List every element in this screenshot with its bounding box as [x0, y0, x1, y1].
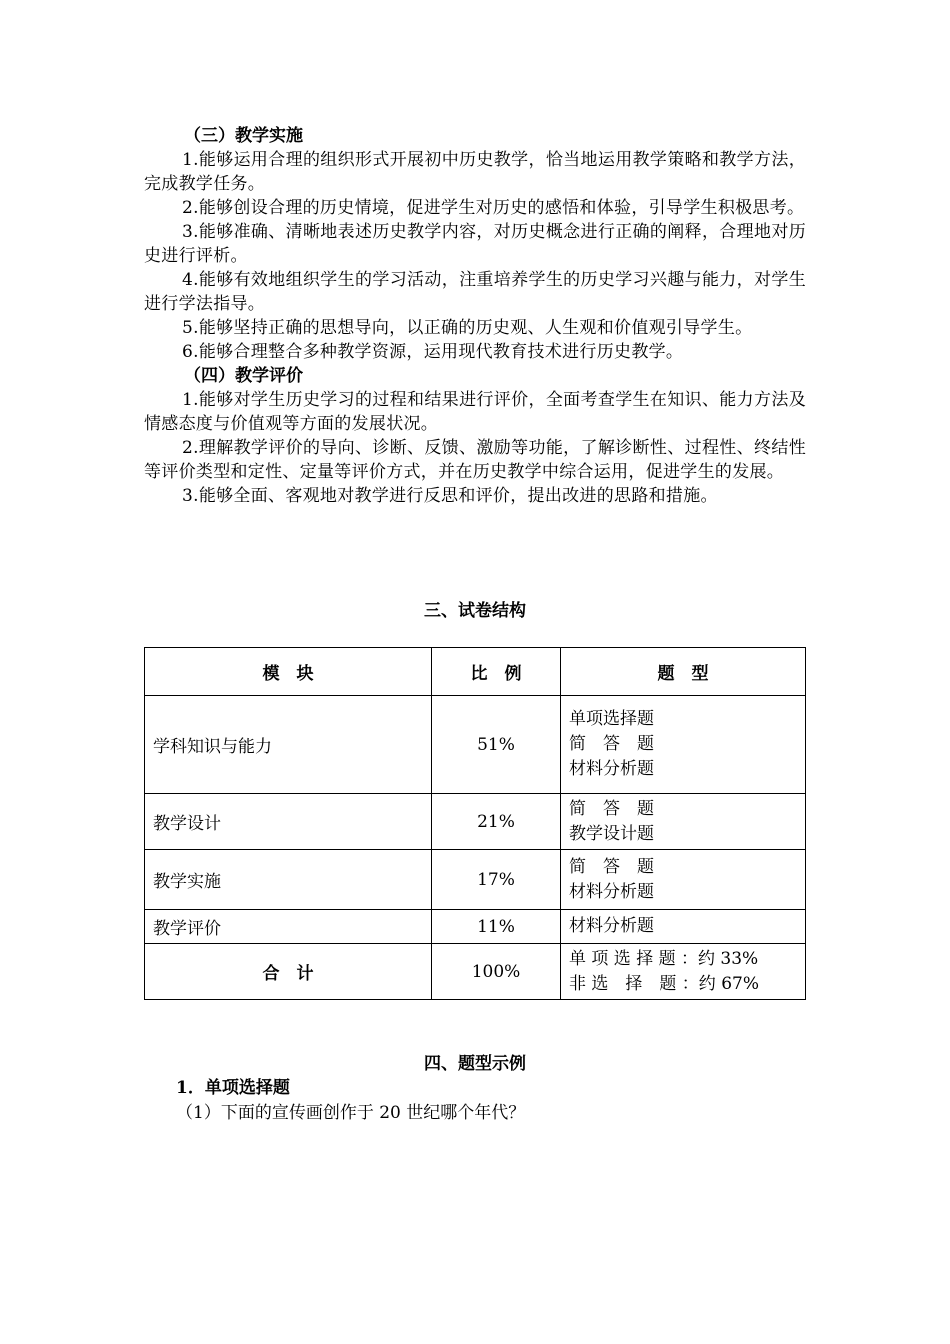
paragraph: 2.能够创设合理的历史情境，促进学生对历史的感悟和体验，引导学生积极思考。	[182, 198, 805, 218]
type-item: 材料分析题	[569, 881, 654, 902]
table-header: 比 例	[432, 648, 561, 696]
paragraph: 1.能够运用合理的组织形式开展初中历史教学，恰当地运用教学策略和教学方法，完成教学任务。	[144, 150, 806, 194]
table-row	[145, 910, 806, 944]
paragraph: 2.理解教学评价的导向、诊断、反馈、激励等功能，了解诊断性、过程性、终结性等评价类型和定性、定量等评价方式，并在历史教学中综合运用，促进学生的发展。	[144, 438, 806, 482]
types-cell	[561, 696, 806, 794]
type-item: 单 项 选 择 题 ：约 33%	[569, 948, 759, 969]
sub-heading-single-choice: 1．单项选择题	[176, 1078, 290, 1098]
paragraph: 5.能够坚持正确的思想导向，以正确的历史观、人生观和价值观引导学生。	[182, 318, 753, 338]
ratio-cell: 11%	[432, 910, 561, 944]
table-header: 模 块	[145, 648, 432, 696]
type-item: 简 答 题	[569, 856, 654, 877]
type-item: 材料分析题	[569, 759, 654, 779]
module-cell: 学科知识与能力	[145, 696, 432, 794]
ratio-cell: 51%	[432, 696, 561, 794]
type-item: 非 选 择 题 ：约 67%	[569, 973, 759, 994]
paragraph: 3.能够全面、客观地对教学进行反思和评价，提出改进的思路和措施。	[182, 486, 718, 506]
paragraph: 4.能够有效地组织学生的学习活动，注重培养学生的历史学习兴趣与能力，对学生进行学法指导。	[144, 270, 806, 314]
exam-structure-title: 三、试卷结构	[424, 601, 526, 621]
exam-structure-table	[144, 647, 806, 1000]
total-ratio-cell: 100%	[432, 944, 561, 1000]
paragraph: 6.能够合理整合多种教学资源，运用现代教育技术进行历史教学。	[182, 342, 684, 362]
module-cell: 教学设计	[145, 794, 432, 850]
types-cell	[561, 850, 806, 910]
module-cell: 教学实施	[145, 850, 432, 910]
type-item: 简 答 题	[569, 798, 654, 819]
type-item: 教学设计题	[569, 823, 654, 844]
table-row	[145, 794, 806, 850]
type-item: 材料分析题	[569, 916, 654, 936]
module-cell: 教学评价	[145, 910, 432, 944]
ratio-cell: 21%	[432, 794, 561, 850]
table-header: 题 型	[561, 648, 806, 696]
table-row	[145, 696, 806, 794]
type-item: 简 答 题	[569, 734, 654, 754]
table-header-row	[145, 648, 806, 696]
types-cell	[561, 944, 806, 1000]
types-cell	[561, 910, 806, 944]
example-question: （1）下面的宣传画创作于 20 世纪哪个年代？	[176, 1103, 526, 1123]
ratio-cell: 17%	[432, 850, 561, 910]
content-body	[144, 124, 806, 508]
types-cell	[561, 794, 806, 850]
table-total-row	[145, 944, 806, 1000]
paragraph: 1.能够对学生历史学习的过程和结果进行评价，全面考查学生在知识、能力方法及情感态度与价值观等方面的发展状况。	[144, 390, 806, 434]
total-label-cell: 合 计	[145, 944, 432, 1000]
paragraph: 3.能够准确、清晰地表述历史教学内容，对历史概念进行正确的阐释，合理地对历史进行评析。	[144, 222, 806, 266]
question-examples-title: 四、题型示例	[424, 1054, 526, 1074]
section-heading-teaching-implementation: （三）教学实施	[184, 126, 303, 146]
table-row	[145, 850, 806, 910]
section-heading-teaching-evaluation: （四）教学评价	[184, 366, 303, 386]
type-item: 单项选择题	[569, 709, 654, 729]
